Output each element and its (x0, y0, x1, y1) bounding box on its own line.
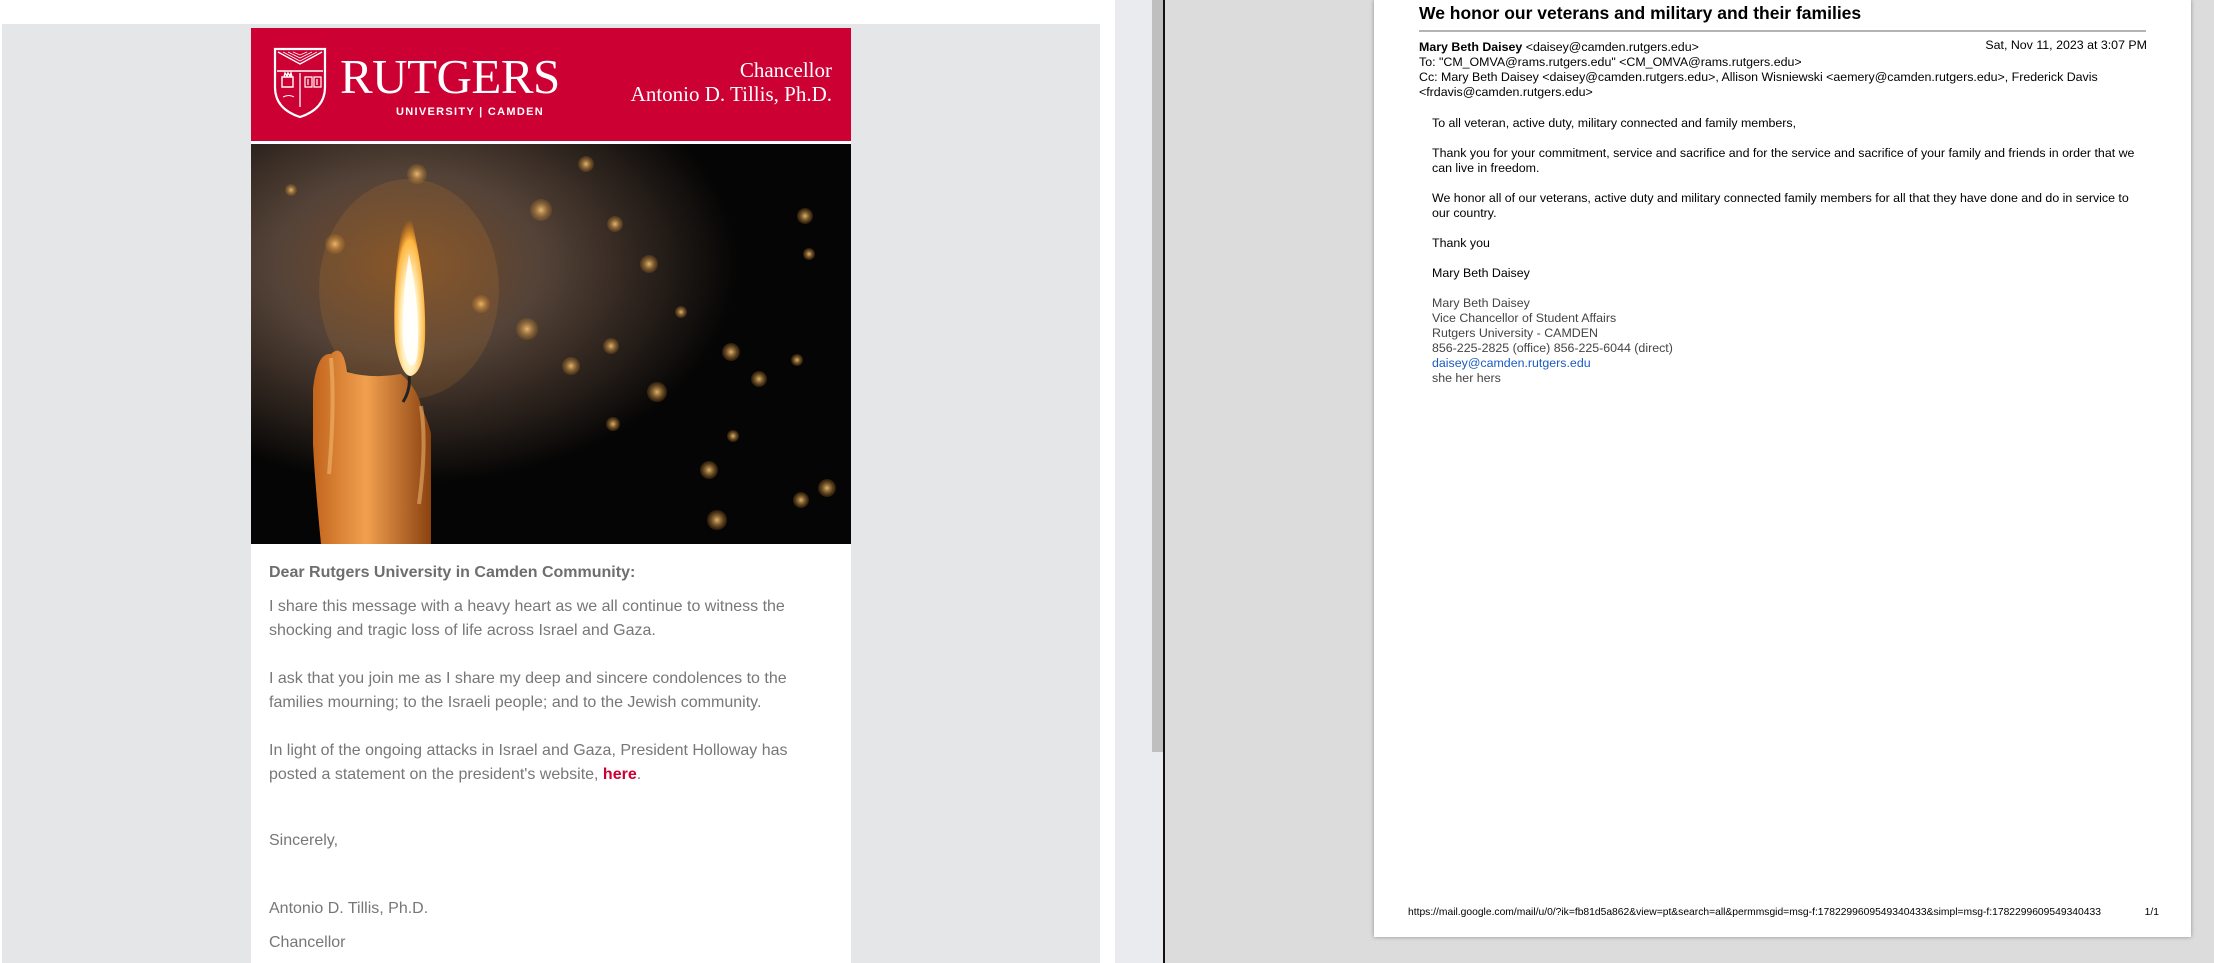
rutgers-shield-icon (272, 47, 328, 119)
paragraph-3 (269, 739, 829, 787)
message-name: Mary Beth Daisey (1432, 266, 1530, 280)
closing: Sincerely, (269, 832, 339, 849)
paragraph-2: I ask that you join me as I share my deep and sincere condolences to the families mourning; to the Israeli people; and to the Jewish community. (269, 670, 787, 711)
print-footer-page: 1/1 (2144, 907, 2159, 918)
candle-image (251, 144, 851, 544)
university-camden-label: UNIVERSITY | CAMDEN (396, 106, 544, 118)
email-newsletter-card (251, 28, 851, 963)
signature-phone: 856-225-2825 (office) 856-225-6044 (direct) (1432, 341, 1673, 355)
message-paragraph-2: Thank you for your commitment, service and sacrifice and for the service and sacrifice of your family and friends in order that we can live in freedom. (1432, 146, 2135, 175)
signer-title: Chancellor (269, 934, 346, 951)
email-subject: We honor our veterans and military and their families (1419, 3, 1862, 23)
message-paragraph-3: We honor all of our veterans, active duty and military connected family members for all that they have done and do in service to our country. (1432, 191, 2129, 220)
rutgers-wordmark: RUTGERS (340, 49, 560, 104)
signature-pronouns: she her hers (1432, 371, 1501, 385)
print-page (1374, 0, 2191, 937)
print-footer-url: https://mail.google.com/mail/u/0/?ik=fb81d5a862&view=pt&search=all&permmsgid=msg-f:1782299609549340433&simpl=msg-f:1782299609549340433 (1408, 907, 2101, 918)
signature-org: Rutgers University - CAMDEN (1432, 326, 1598, 340)
rutgers-header-banner (251, 28, 851, 141)
signature-email-line (1432, 356, 2144, 371)
to-line: To: "CM_OMVA@rams.rutgers.edu" <CM_OMVA@rams.rutgers.edu> (1419, 55, 1802, 69)
chancellor-name: Antonio D. Tillis, Ph.D. (630, 82, 832, 106)
signature-name: Mary Beth Daisey (1432, 296, 1530, 310)
signer-name: Antonio D. Tillis, Ph.D. (269, 900, 429, 917)
cc-line-1: Cc: Mary Beth Daisey <daisey@camden.rutgers.edu>, Allison Wisniewski <aemery@camden.rutgers.edu>, Frederick Davis (1419, 70, 2098, 84)
sender-name: Mary Beth Daisey (1419, 40, 1523, 54)
signature-title: Vice Chancellor of Student Affairs (1432, 311, 1617, 325)
email-date: Sat, Nov 11, 2023 at 3:07 PM (1985, 38, 2147, 52)
signature-email-link[interactable]: daisey@camden.rutgers.edu (1432, 356, 1591, 370)
paragraph-3-text: In light of the ongoing attacks in Israel and Gaza, President Holloway has posted a statement on the president's website, (269, 742, 788, 783)
paragraph-3-end: . (636, 766, 642, 783)
message-thank-you: Thank you (1432, 236, 1490, 250)
from-line (1419, 40, 1699, 55)
subject-divider (1419, 30, 2146, 32)
message-line-1: To all veteran, active duty, military connected and family members, (1432, 116, 1797, 130)
scrollbar-thumb[interactable] (1152, 0, 1163, 752)
paragraph-1: I share this message with a heavy heart as we all continue to witness the shocking and tragic loss of life across Israel and Gaza. (269, 598, 785, 639)
greeting: Dear Rutgers University in Camden Community: (269, 564, 636, 581)
sender-email: <daisey@camden.rutgers.edu> (1522, 40, 1699, 54)
cc-line-2: <frdavis@camden.rutgers.edu> (1419, 85, 1593, 99)
chancellor-title: Chancellor (739, 58, 832, 82)
statement-link[interactable]: here (602, 766, 637, 783)
